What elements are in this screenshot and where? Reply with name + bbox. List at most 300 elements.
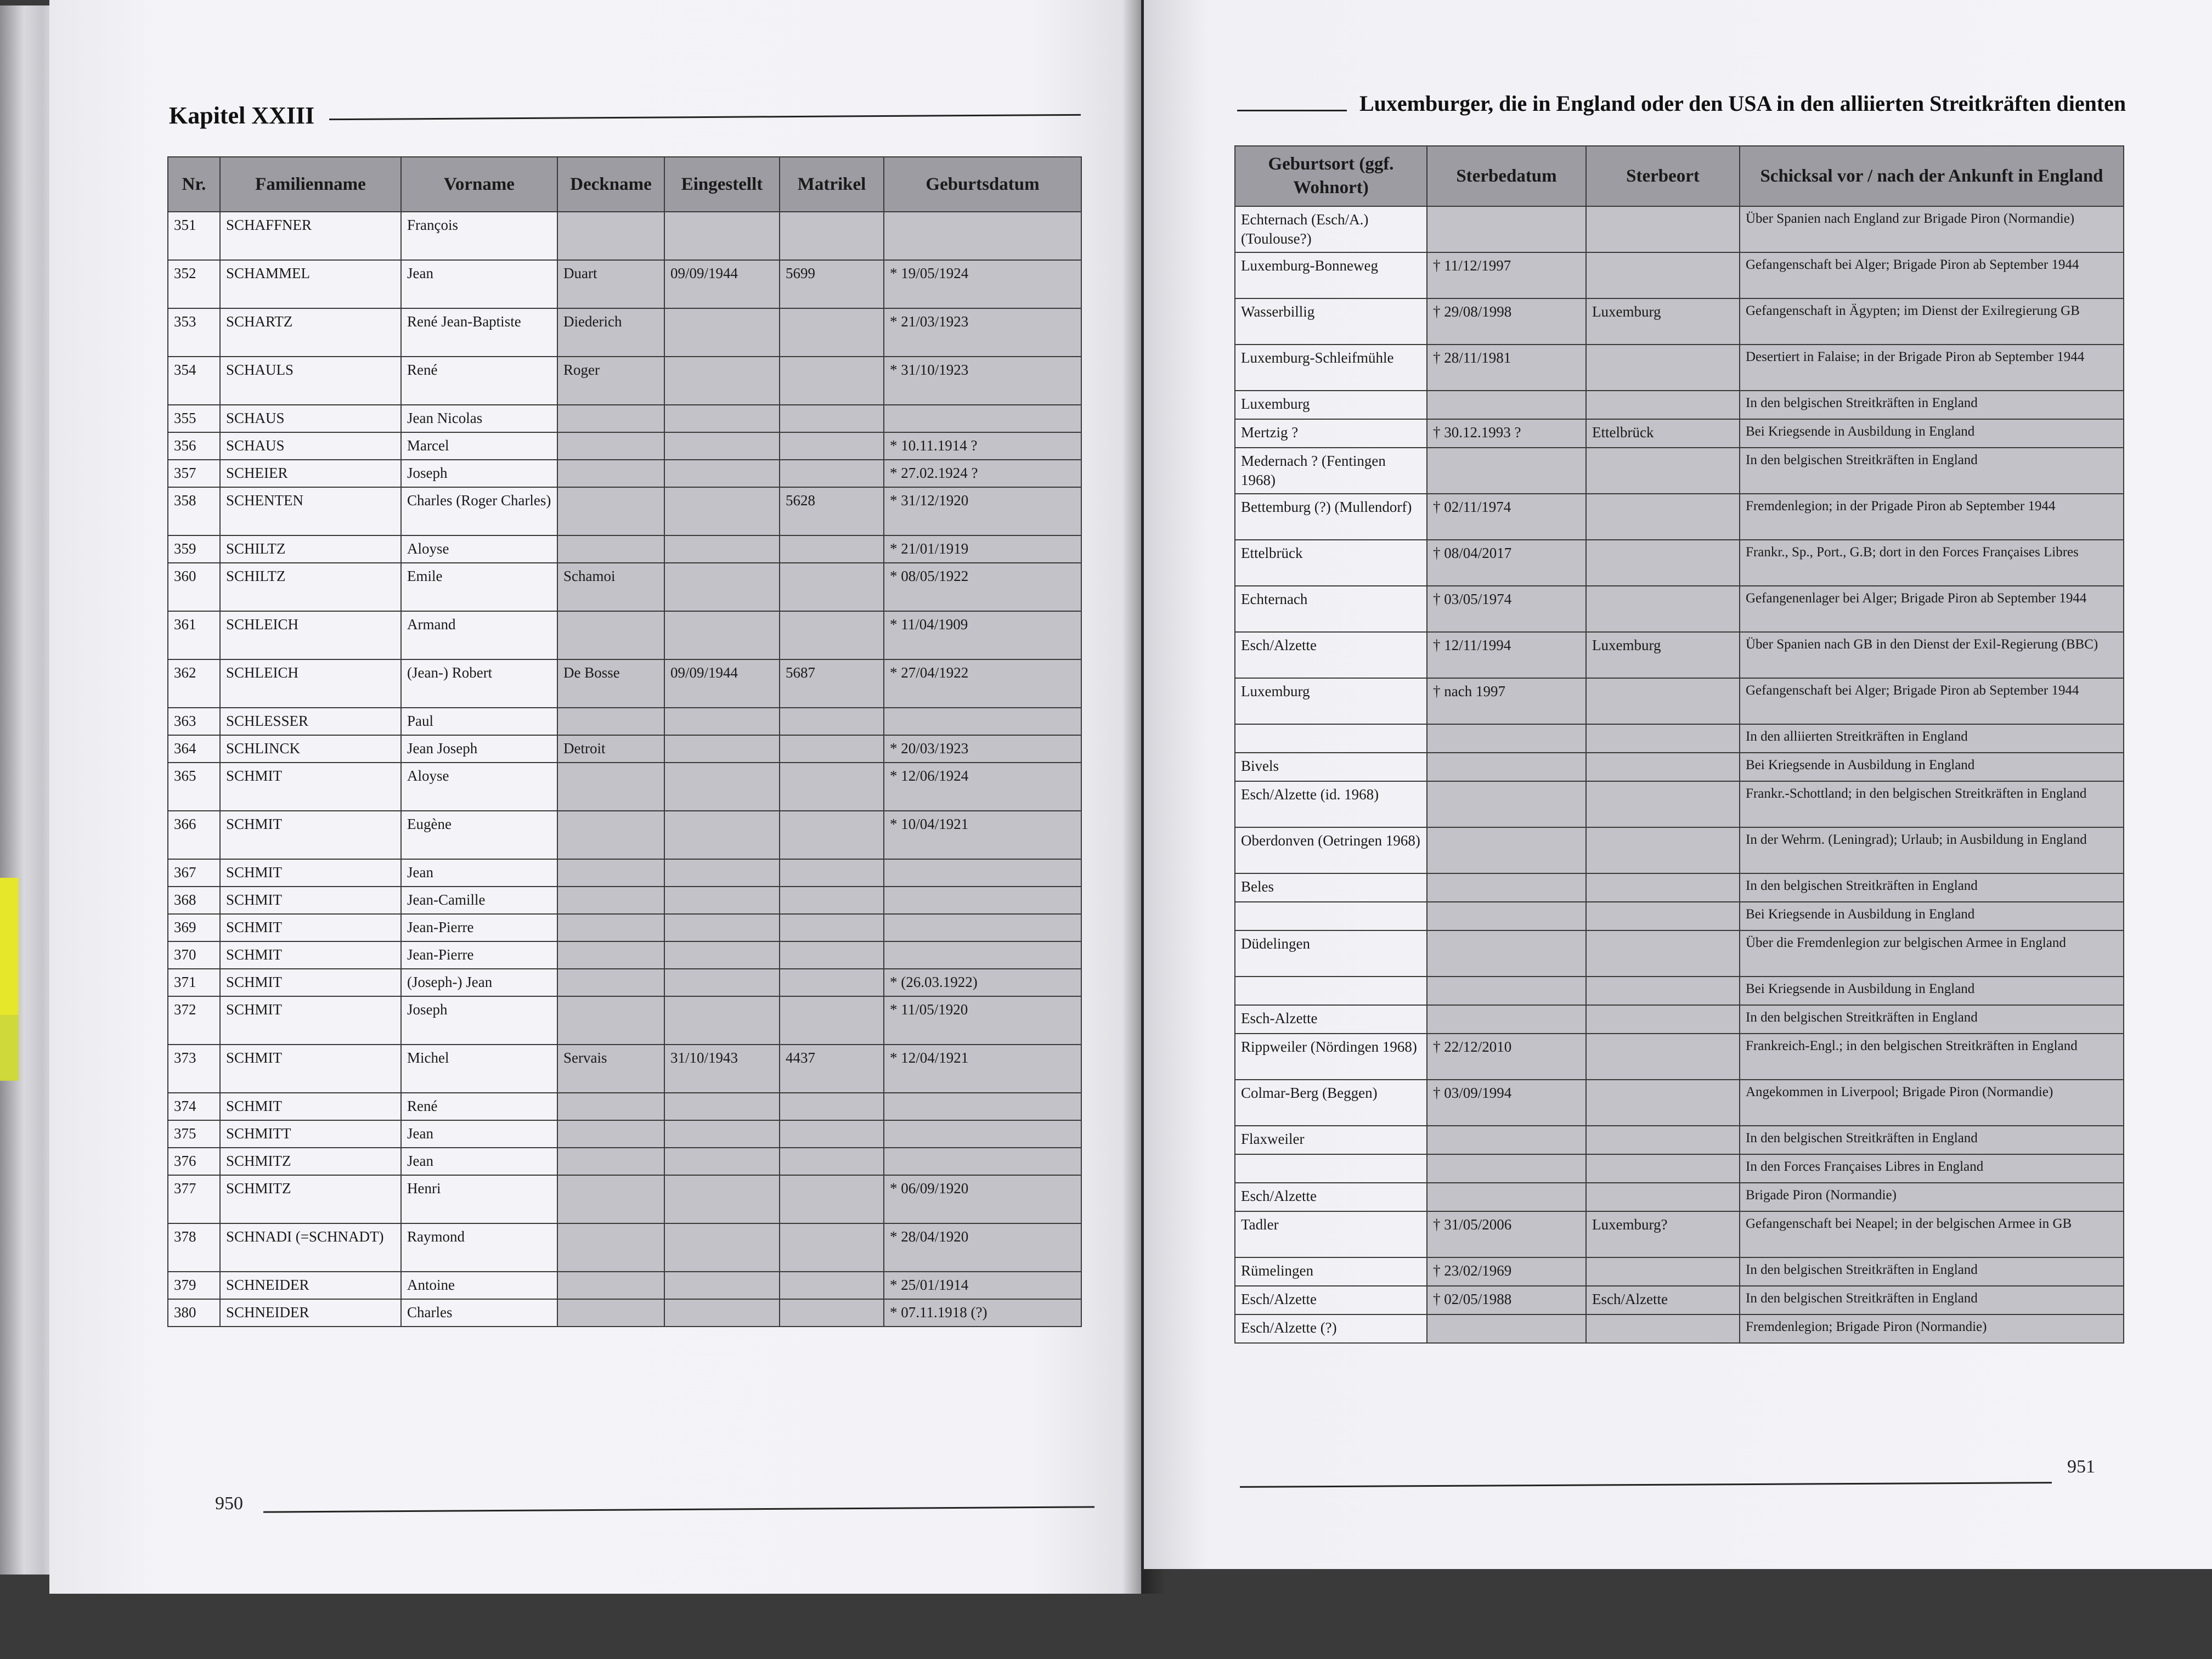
cell-geburtsdatum: * 19/05/1924 [884, 260, 1081, 308]
table-row [168, 1148, 1081, 1175]
table-row [1235, 419, 2124, 448]
cell-sterbedatum: † 11/12/1997 [1427, 252, 1586, 298]
cell-vorname: Jean Joseph [401, 735, 557, 763]
table-row [1235, 781, 2124, 827]
cell-deckname [557, 460, 664, 487]
cell-schicksal: In den belgischen Streitkräften in England [1740, 391, 2124, 419]
cell-deckname [557, 941, 664, 969]
cell-sterbeort [1586, 1126, 1740, 1154]
right-table [1234, 145, 2124, 1344]
cell-sterbeort: Luxemburg? [1586, 1211, 1740, 1257]
cell-ort: Esch/Alzette (id. 1968) [1235, 781, 1427, 827]
cell-schicksal: Frankr., Sp., Port., G.B; dort in den Forces Françaises Libres [1740, 540, 2124, 586]
cell-deckname [557, 1120, 664, 1148]
cell-geburtsdatum [884, 914, 1081, 941]
cell-nr: 377 [168, 1175, 220, 1223]
left-table [167, 156, 1082, 1327]
cell-familienname: SCHMIT [220, 1093, 401, 1120]
cell-vorname: René [401, 357, 557, 405]
cell-geburtsdatum [884, 708, 1081, 735]
cell-sterbeort: Esch/Alzette [1586, 1286, 1740, 1314]
cell-nr: 359 [168, 535, 220, 563]
cell-geburtsdatum: * 27.02.1924 ? [884, 460, 1081, 487]
cell-eingestellt [664, 996, 780, 1045]
cell-schicksal: Angekommen in Liverpool; Brigade Piron (Normandie) [1740, 1080, 2124, 1126]
cell-sterbedatum: † 22/12/2010 [1427, 1034, 1586, 1080]
table-row [1235, 1211, 2124, 1257]
cell-sterbedatum: † 03/05/1974 [1427, 586, 1586, 632]
cell-vorname: Henri [401, 1175, 557, 1223]
col-header: Sterbeort [1586, 146, 1740, 206]
cell-vorname: Marcel [401, 432, 557, 460]
cell-ort: Luxemburg-Bonneweg [1235, 252, 1427, 298]
cell-ort: Bivels [1235, 753, 1427, 781]
cell-matrikel [780, 563, 884, 611]
cell-eingestellt [664, 405, 780, 432]
cell-sterbeort [1586, 1005, 1740, 1034]
cell-vorname: Jean [401, 260, 557, 308]
page-number-left: 950 [215, 1493, 243, 1514]
cell-schicksal: Bei Kriegsende in Ausbildung in England [1740, 902, 2124, 930]
cell-ort: Beles [1235, 873, 1427, 902]
table-row [1235, 586, 2124, 632]
cell-schicksal: Über die Fremdenlegion zur belgischen Armee in England [1740, 930, 2124, 977]
cell-schicksal: Über Spanien nach GB in den Dienst der Exil-Regierung (BBC) [1740, 632, 2124, 678]
cell-vorname: Jean [401, 1148, 557, 1175]
cell-nr: 376 [168, 1148, 220, 1175]
table-row [168, 212, 1081, 260]
table-row [168, 1093, 1081, 1120]
cell-matrikel: 5628 [780, 487, 884, 535]
cell-deckname: De Bosse [557, 659, 664, 708]
cell-familienname: SCHMIT [220, 811, 401, 859]
cell-ort: Rümelingen [1235, 1257, 1427, 1286]
cell-nr: 378 [168, 1223, 220, 1272]
cell-sterbeort [1586, 678, 1740, 724]
cell-nr: 371 [168, 969, 220, 996]
cell-sterbeort [1586, 345, 1740, 391]
cell-nr: 361 [168, 611, 220, 659]
cell-vorname: René Jean-Baptiste [401, 308, 557, 357]
cell-familienname: SCHLEICH [220, 611, 401, 659]
cell-vorname: Eugène [401, 811, 557, 859]
cell-vorname: Paul [401, 708, 557, 735]
cell-nr: 373 [168, 1045, 220, 1093]
cell-schicksal: Über Spanien nach England zur Brigade Piron (Normandie) [1740, 206, 2124, 252]
table-row [168, 708, 1081, 735]
table-row [1235, 753, 2124, 781]
cell-vorname: (Joseph-) Jean [401, 969, 557, 996]
cell-matrikel [780, 1148, 884, 1175]
table-row [1235, 902, 2124, 930]
cell-ort: Esch/Alzette [1235, 1286, 1427, 1314]
cell-ort [1235, 977, 1427, 1005]
cell-schicksal: In den belgischen Streitkräften in England [1740, 1257, 2124, 1286]
cell-nr: 358 [168, 487, 220, 535]
cell-sterbedatum: † 02/05/1988 [1427, 1286, 1586, 1314]
col-header: Deckname [557, 157, 664, 212]
cell-geburtsdatum [884, 941, 1081, 969]
cell-sterbedatum [1427, 827, 1586, 873]
cell-matrikel [780, 405, 884, 432]
cell-schicksal: In den belgischen Streitkräften in England [1740, 448, 2124, 494]
cell-deckname [557, 708, 664, 735]
cell-geburtsdatum: * 21/01/1919 [884, 535, 1081, 563]
cell-sterbeort [1586, 391, 1740, 419]
cell-familienname: SCHAUS [220, 432, 401, 460]
cell-schicksal: Frankreich-Engl.; in den belgischen Streitkräften in England [1740, 1034, 2124, 1080]
table-row [1235, 345, 2124, 391]
cell-familienname: SCHMIT [220, 763, 401, 811]
cell-eingestellt [664, 969, 780, 996]
cell-sterbedatum [1427, 977, 1586, 1005]
cell-sterbedatum: † 08/04/2017 [1427, 540, 1586, 586]
page-number-right: 951 [2067, 1457, 2095, 1477]
cell-sterbeort [1586, 1257, 1740, 1286]
table-row [168, 460, 1081, 487]
cell-deckname [557, 487, 664, 535]
cell-matrikel [780, 887, 884, 914]
cell-matrikel [780, 1093, 884, 1120]
cell-eingestellt: 09/09/1944 [664, 659, 780, 708]
cell-matrikel [780, 914, 884, 941]
table-row [168, 763, 1081, 811]
cell-familienname: SCHMIT [220, 1045, 401, 1093]
cell-deckname [557, 996, 664, 1045]
table-row [1235, 1126, 2124, 1154]
cell-ort: Esch/Alzette [1235, 632, 1427, 678]
cell-sterbeort [1586, 930, 1740, 977]
cell-sterbeort [1586, 540, 1740, 586]
table-row [1235, 1257, 2124, 1286]
cell-vorname: Charles (Roger Charles) [401, 487, 557, 535]
cell-nr: 370 [168, 941, 220, 969]
cell-sterbeort [1586, 1183, 1740, 1211]
cell-eingestellt [664, 1223, 780, 1272]
table-row [1235, 252, 2124, 298]
cell-sterbeort [1586, 977, 1740, 1005]
cell-matrikel [780, 432, 884, 460]
col-header: Matrikel [780, 157, 884, 212]
cell-deckname [557, 1175, 664, 1223]
table-row [1235, 540, 2124, 586]
cell-matrikel [780, 811, 884, 859]
cell-sterbeort: Ettelbrück [1586, 419, 1740, 448]
table-row [1235, 873, 2124, 902]
cell-eingestellt [664, 212, 780, 260]
table-row [168, 563, 1081, 611]
cell-sterbeort [1586, 586, 1740, 632]
cell-nr: 362 [168, 659, 220, 708]
cell-nr: 379 [168, 1272, 220, 1299]
cell-matrikel [780, 1223, 884, 1272]
cell-nr: 360 [168, 563, 220, 611]
cell-matrikel: 5687 [780, 659, 884, 708]
cell-eingestellt [664, 811, 780, 859]
cell-familienname: SCHLINCK [220, 735, 401, 763]
cell-sterbedatum [1427, 1183, 1586, 1211]
cell-sterbeort [1586, 827, 1740, 873]
cell-matrikel [780, 969, 884, 996]
cell-ort: Oberdonven (Oetringen 1968) [1235, 827, 1427, 873]
cell-familienname: SCHNEIDER [220, 1299, 401, 1327]
cell-geburtsdatum: * 25/01/1914 [884, 1272, 1081, 1299]
table-row [1235, 1154, 2124, 1183]
cell-sterbedatum [1427, 448, 1586, 494]
cell-schicksal: Fremdenlegion; Brigade Piron (Normandie) [1740, 1314, 2124, 1343]
cell-geburtsdatum: * 28/04/1920 [884, 1223, 1081, 1272]
cell-geburtsdatum: * 10.11.1914 ? [884, 432, 1081, 460]
cell-geburtsdatum: * 06/09/1920 [884, 1175, 1081, 1223]
cell-ort: Flaxweiler [1235, 1126, 1427, 1154]
col-header: Nr. [168, 157, 220, 212]
cell-sterbeort [1586, 873, 1740, 902]
cell-familienname: SCHMITT [220, 1120, 401, 1148]
cell-schicksal: Fremdenlegion; in der Prigade Piron ab September 1944 [1740, 494, 2124, 540]
cell-matrikel [780, 460, 884, 487]
cell-deckname: Servais [557, 1045, 664, 1093]
cell-sterbedatum: † 23/02/1969 [1427, 1257, 1586, 1286]
cell-familienname: SCHAMMEL [220, 260, 401, 308]
cell-schicksal: In den alliierten Streitkräften in England [1740, 724, 2124, 753]
cell-eingestellt [664, 941, 780, 969]
cell-familienname: SCHMITZ [220, 1175, 401, 1223]
cell-familienname: SCHMIT [220, 887, 401, 914]
cell-deckname [557, 969, 664, 996]
table-row [1235, 724, 2124, 753]
cell-geburtsdatum: * 11/05/1920 [884, 996, 1081, 1045]
cell-sterbedatum [1427, 781, 1586, 827]
cell-matrikel [780, 535, 884, 563]
table-row [1235, 1314, 2124, 1343]
cell-schicksal: Bei Kriegsende in Ausbildung in England [1740, 977, 2124, 1005]
cell-matrikel [780, 996, 884, 1045]
table-row [168, 941, 1081, 969]
cell-deckname: Detroit [557, 735, 664, 763]
cell-ort: Tadler [1235, 1211, 1427, 1257]
cell-sterbeort [1586, 206, 1740, 252]
cell-ort: Mertzig ? [1235, 419, 1427, 448]
cell-schicksal: In den Forces Françaises Libres in England [1740, 1154, 2124, 1183]
cell-geburtsdatum: * 07.11.1918 (?) [884, 1299, 1081, 1327]
table-row [1235, 206, 2124, 252]
cell-nr: 353 [168, 308, 220, 357]
cell-schicksal: Brigade Piron (Normandie) [1740, 1183, 2124, 1211]
cell-ort [1235, 724, 1427, 753]
table-row [168, 735, 1081, 763]
cell-sterbedatum [1427, 391, 1586, 419]
cell-sterbedatum [1427, 1005, 1586, 1034]
table-row [168, 969, 1081, 996]
chapter-header: Kapitel XXIII [169, 102, 315, 129]
table-row [168, 1045, 1081, 1093]
cell-familienname: SCHMIT [220, 914, 401, 941]
cell-vorname: Joseph [401, 460, 557, 487]
cell-nr: 355 [168, 405, 220, 432]
cell-geburtsdatum: * 31/12/1920 [884, 487, 1081, 535]
cell-familienname: SCHEIER [220, 460, 401, 487]
cell-sterbeort: Luxemburg [1586, 298, 1740, 345]
cell-geburtsdatum [884, 212, 1081, 260]
cell-vorname: (Jean-) Robert [401, 659, 557, 708]
table-row [168, 405, 1081, 432]
cell-sterbedatum [1427, 206, 1586, 252]
cell-familienname: SCHNEIDER [220, 1272, 401, 1299]
cell-sterbedatum [1427, 873, 1586, 902]
cell-deckname [557, 1093, 664, 1120]
cell-deckname [557, 811, 664, 859]
table-row [168, 535, 1081, 563]
col-header: Schicksal vor / nach der Ankunft in England [1740, 146, 2124, 206]
cell-schicksal: Bei Kriegsende in Ausbildung in England [1740, 419, 2124, 448]
right-table-header [1235, 146, 2124, 206]
cell-vorname: François [401, 212, 557, 260]
cell-sterbeort [1586, 494, 1740, 540]
cell-deckname [557, 1299, 664, 1327]
cell-nr: 374 [168, 1093, 220, 1120]
table-row [168, 1120, 1081, 1148]
table-row [168, 887, 1081, 914]
table-row [168, 1299, 1081, 1327]
cell-ort: Medernach ? (Fentingen 1968) [1235, 448, 1427, 494]
cell-geburtsdatum: * 12/04/1921 [884, 1045, 1081, 1093]
cell-sterbeort [1586, 1034, 1740, 1080]
col-header: Geburtsdatum [884, 157, 1081, 212]
cell-eingestellt [664, 708, 780, 735]
cell-ort [1235, 902, 1427, 930]
cell-sterbedatum: † 28/11/1981 [1427, 345, 1586, 391]
cell-sterbedatum [1427, 902, 1586, 930]
table-row [168, 1175, 1081, 1223]
cell-eingestellt [664, 563, 780, 611]
cell-matrikel [780, 611, 884, 659]
cell-sterbeort [1586, 252, 1740, 298]
table-row [168, 308, 1081, 357]
cell-vorname: Antoine [401, 1272, 557, 1299]
cell-eingestellt [664, 460, 780, 487]
cell-sterbedatum: † nach 1997 [1427, 678, 1586, 724]
cell-sterbedatum: † 02/11/1974 [1427, 494, 1586, 540]
cell-schicksal: In der Wehrm. (Leningrad); Urlaub; in Ausbildung in England [1740, 827, 2124, 873]
cell-deckname [557, 887, 664, 914]
cell-sterbeort [1586, 724, 1740, 753]
cell-familienname: SCHMITZ [220, 1148, 401, 1175]
cell-vorname: Raymond [401, 1223, 557, 1272]
cell-nr: 368 [168, 887, 220, 914]
cell-geburtsdatum [884, 859, 1081, 887]
cell-eingestellt [664, 859, 780, 887]
cell-sterbedatum: † 12/11/1994 [1427, 632, 1586, 678]
cell-nr: 356 [168, 432, 220, 460]
cell-vorname: Jean Nicolas [401, 405, 557, 432]
cell-vorname: Michel [401, 1045, 557, 1093]
cell-deckname: Schamoi [557, 563, 664, 611]
cell-sterbedatum [1427, 1126, 1586, 1154]
table-row [1235, 632, 2124, 678]
cell-ort [1235, 1154, 1427, 1183]
cell-schicksal: In den belgischen Streitkräften in England [1740, 1005, 2124, 1034]
cell-familienname: SCHARTZ [220, 308, 401, 357]
cell-nr: 365 [168, 763, 220, 811]
table-row [1235, 1005, 2124, 1034]
cell-familienname: SCHNADI (=SCHNADT) [220, 1223, 401, 1272]
cell-matrikel [780, 763, 884, 811]
cell-sterbeort [1586, 1314, 1740, 1343]
cell-geburtsdatum: * 10/04/1921 [884, 811, 1081, 859]
cell-eingestellt [664, 308, 780, 357]
cell-vorname: René [401, 1093, 557, 1120]
cell-sterbedatum [1427, 930, 1586, 977]
cell-geburtsdatum: * 31/10/1923 [884, 357, 1081, 405]
cell-familienname: SCHILTZ [220, 563, 401, 611]
cell-vorname: Charles [401, 1299, 557, 1327]
cell-matrikel [780, 1299, 884, 1327]
cell-familienname: SCHLEICH [220, 659, 401, 708]
cell-familienname: SCHAFFNER [220, 212, 401, 260]
cell-schicksal: Gefangenschaft bei Alger; Brigade Piron ab September 1944 [1740, 678, 2124, 724]
cell-sterbedatum: † 29/08/1998 [1427, 298, 1586, 345]
cell-ort: Wasserbillig [1235, 298, 1427, 345]
col-header: Eingestellt [664, 157, 780, 212]
table-row [1235, 391, 2124, 419]
cell-sterbedatum [1427, 1154, 1586, 1183]
cell-vorname: Armand [401, 611, 557, 659]
table-row [168, 1223, 1081, 1272]
cell-eingestellt [664, 887, 780, 914]
cell-sterbeort [1586, 753, 1740, 781]
cell-deckname [557, 914, 664, 941]
table-row [168, 487, 1081, 535]
cell-matrikel [780, 1120, 884, 1148]
cell-sterbeort [1586, 1080, 1740, 1126]
cell-nr: 380 [168, 1299, 220, 1327]
cell-matrikel [780, 1272, 884, 1299]
table-row [168, 996, 1081, 1045]
cell-deckname [557, 611, 664, 659]
cell-schicksal: In den belgischen Streitkräften in England [1740, 1126, 2124, 1154]
cell-eingestellt [664, 357, 780, 405]
cell-deckname [557, 535, 664, 563]
cell-vorname: Joseph [401, 996, 557, 1045]
cell-geburtsdatum: * 11/04/1909 [884, 611, 1081, 659]
cell-schicksal: In den belgischen Streitkräften in England [1740, 1286, 2124, 1314]
col-header: Familienname [220, 157, 401, 212]
cell-nr: 367 [168, 859, 220, 887]
cell-vorname: Aloyse [401, 535, 557, 563]
cell-nr: 352 [168, 260, 220, 308]
book-title-header: Luxemburger, die in England oder den USA in den alliierten Streitkräften dienten [1359, 91, 2126, 116]
cell-schicksal: In den belgischen Streitkräften in England [1740, 873, 2124, 902]
cell-geburtsdatum [884, 887, 1081, 914]
cell-sterbedatum: † 03/09/1994 [1427, 1080, 1586, 1126]
table-row [168, 859, 1081, 887]
cell-vorname: Aloyse [401, 763, 557, 811]
cell-eingestellt [664, 611, 780, 659]
cell-vorname: Jean-Pierre [401, 941, 557, 969]
cell-vorname: Jean [401, 859, 557, 887]
cell-ort: Ettelbrück [1235, 540, 1427, 586]
table-row [1235, 678, 2124, 724]
table-row [168, 260, 1081, 308]
cell-schicksal: Frankr.-Schottland; in den belgischen Streitkräften in England [1740, 781, 2124, 827]
cell-sterbedatum: † 30.12.1993 ? [1427, 419, 1586, 448]
cell-nr: 366 [168, 811, 220, 859]
cell-eingestellt [664, 1093, 780, 1120]
cell-familienname: SCHMIT [220, 996, 401, 1045]
cell-ort: Düdelingen [1235, 930, 1427, 977]
cell-sterbeort: Luxemburg [1586, 632, 1740, 678]
cell-geburtsdatum: * 12/06/1924 [884, 763, 1081, 811]
